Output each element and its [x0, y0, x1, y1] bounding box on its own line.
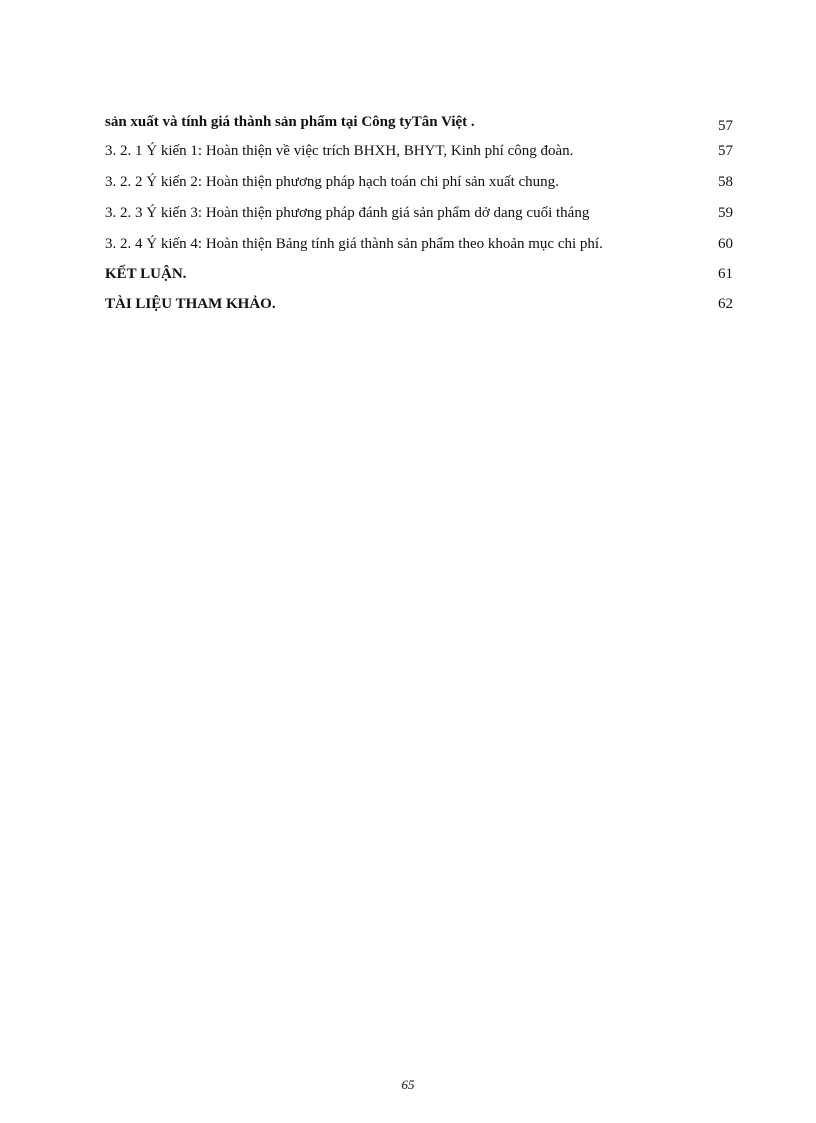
- toc-entry: [105, 112, 735, 133]
- toc-entry-page: 61: [718, 266, 733, 282]
- toc-entry-page: 58: [718, 174, 733, 190]
- page-number: 65: [401, 1077, 415, 1092]
- toc-entry-title: sản xuất và tính giá thành sản phẩm tại Công tyTân Việt .: [105, 114, 475, 130]
- toc-entry: [105, 264, 735, 285]
- toc-entry-title: 3. 2. 3 Ý kiến 3: Hoàn thiện phương pháp đánh giá sản phẩm dở dang cuối tháng: [105, 205, 590, 221]
- toc-entry: [105, 203, 735, 224]
- toc-entry: [105, 141, 735, 162]
- toc-entry-page: 57: [718, 143, 733, 159]
- toc-entry-title: 3. 2. 1 Ý kiến 1: Hoàn thiện về việc trích BHXH, BHYT, Kinh phí công đoàn.: [105, 143, 574, 159]
- toc-entry-title: KẾT LUẬN.: [105, 266, 187, 282]
- toc-entry-page: 60: [718, 236, 733, 252]
- toc-entry: [105, 294, 735, 315]
- toc-entry-title: TÀI LIỆU THAM KHẢO.: [105, 296, 276, 312]
- toc-entry-title: 3. 2. 4 Ý kiến 4: Hoàn thiện Bảng tính giá thành sản phẩm theo khoản mục chi phí.: [105, 236, 603, 252]
- toc-entry: [105, 172, 735, 193]
- toc-entry-page: 62: [718, 296, 733, 312]
- toc-entry: [105, 234, 735, 255]
- toc-entry-title: 3. 2. 2 Ý kiến 2: Hoàn thiện phương pháp hạch toán chi phí sản xuất chung.: [105, 174, 559, 190]
- toc-entry-page: 57: [718, 118, 733, 134]
- table-of-contents: [105, 112, 735, 315]
- toc-entry-page: 59: [718, 205, 733, 221]
